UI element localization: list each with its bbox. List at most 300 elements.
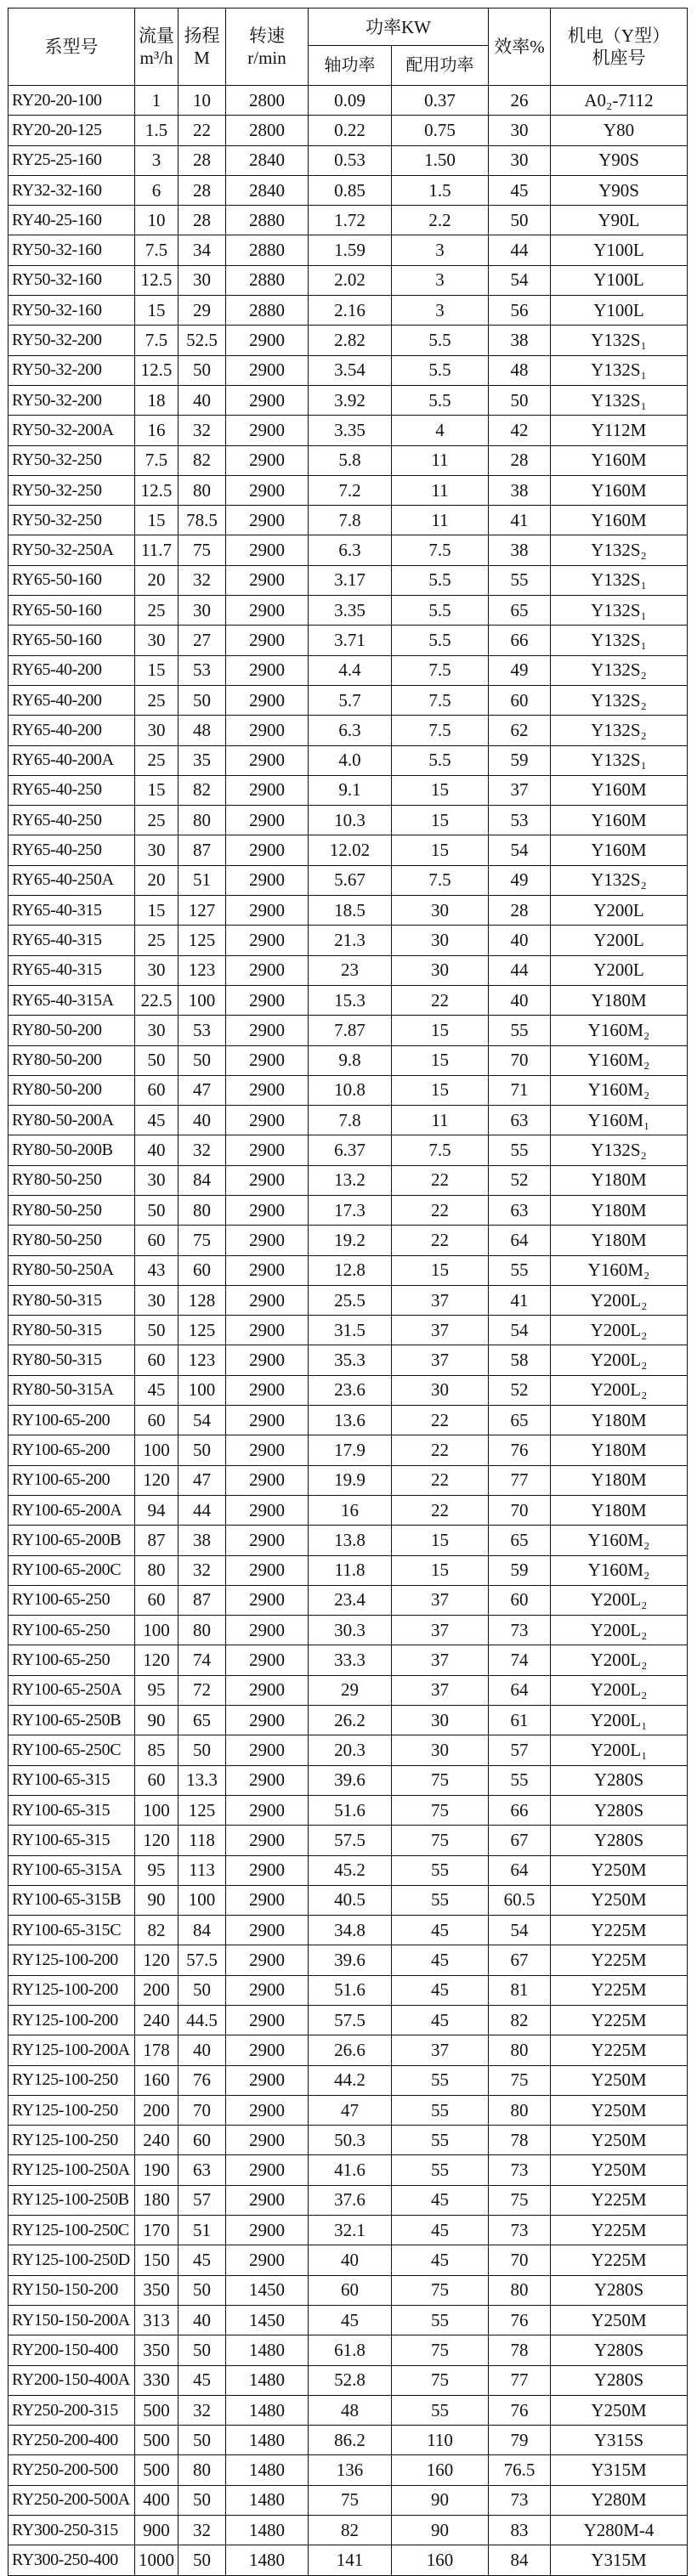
cell-flow: 25 <box>135 685 178 715</box>
cell-efficiency: 65 <box>489 1526 551 1555</box>
cell-head: 76 <box>178 2065 226 2095</box>
cell-model: RY65-40-250 <box>8 806 135 835</box>
cell-efficiency: 60.5 <box>489 1885 551 1915</box>
cell-efficiency: 28 <box>489 896 551 926</box>
cell-flow: 50 <box>135 1195 178 1225</box>
cell-head: 123 <box>178 1345 226 1375</box>
cell-model: RY80-50-250 <box>8 1165 135 1195</box>
cell-matched-power: 22 <box>392 1495 489 1525</box>
cell-speed: 2900 <box>226 1675 309 1705</box>
cell-head: 54 <box>178 1406 226 1435</box>
cell-efficiency: 73 <box>489 2155 551 2185</box>
cell-efficiency: 74 <box>489 1645 551 1675</box>
cell-matched-power: 45 <box>392 1916 489 1945</box>
cell-matched-power: 0.37 <box>392 86 489 116</box>
cell-flow: 25 <box>135 596 178 626</box>
cell-model: RY20-20-100 <box>8 86 135 116</box>
cell-speed: 2900 <box>226 506 309 535</box>
cell-speed: 2900 <box>226 1735 309 1765</box>
table-row <box>8 596 688 626</box>
cell-matched-power: 75 <box>392 1826 489 1855</box>
table-row <box>8 1855 688 1885</box>
cell-matched-power: 7.5 <box>392 685 489 715</box>
cell-motor: Y100L <box>551 265 688 295</box>
cell-flow: 3 <box>135 145 178 175</box>
cell-flow: 6 <box>135 175 178 205</box>
cell-model: RY80-50-250A <box>8 1255 135 1285</box>
cell-speed: 2900 <box>226 1285 309 1315</box>
cell-motor: Y200L₁ <box>551 1735 688 1765</box>
cell-shaft-power: 6.37 <box>309 1135 392 1165</box>
cell-motor: A0₂-7112 <box>551 86 688 116</box>
cell-model: RY65-50-160 <box>8 596 135 626</box>
cell-speed: 1480 <box>226 2335 309 2365</box>
cell-head: 100 <box>178 1375 226 1405</box>
cell-flow: 15 <box>135 655 178 685</box>
cell-speed: 2900 <box>226 326 309 355</box>
table-row <box>8 1195 688 1225</box>
cell-head: 13.3 <box>178 1765 226 1795</box>
cell-motor: Y200L <box>551 955 688 985</box>
cell-head: 47 <box>178 1075 226 1105</box>
cell-efficiency: 38 <box>489 475 551 505</box>
cell-model: RY80-50-200A <box>8 1106 135 1135</box>
cell-model: RY100-65-250 <box>8 1585 135 1615</box>
table-row <box>8 1016 688 1045</box>
cell-motor: Y250M <box>551 2395 688 2425</box>
cell-speed: 2900 <box>226 475 309 505</box>
cell-head: 47 <box>178 1465 226 1495</box>
cell-speed: 2880 <box>226 296 309 326</box>
cell-speed: 2900 <box>226 1045 309 1075</box>
cell-head: 80 <box>178 475 226 505</box>
cell-speed: 1480 <box>226 2545 309 2575</box>
table-row <box>8 1165 688 1195</box>
table-row <box>8 86 688 116</box>
cell-head: 51 <box>178 2216 226 2245</box>
cell-efficiency: 30 <box>489 116 551 145</box>
cell-shaft-power: 25.5 <box>309 1285 392 1315</box>
cell-motor: Y200L₂ <box>551 1585 688 1615</box>
cell-motor: Y200L₂ <box>551 1375 688 1405</box>
cell-matched-power: 22 <box>392 985 489 1015</box>
cell-speed: 2900 <box>226 806 309 835</box>
cell-model: RY100-65-200A <box>8 1495 135 1525</box>
cell-motor: Y250M <box>551 2095 688 2125</box>
cell-flow: 15 <box>135 296 178 326</box>
cell-model: RY50-32-200 <box>8 326 135 355</box>
table-row <box>8 506 688 535</box>
table-row <box>8 175 688 205</box>
cell-matched-power: 160 <box>392 2545 489 2575</box>
table-row <box>8 2126 688 2155</box>
cell-speed: 2800 <box>226 86 309 116</box>
cell-speed: 2900 <box>226 1975 309 2005</box>
cell-speed: 2900 <box>226 416 309 445</box>
cell-flow: 240 <box>135 2006 178 2035</box>
cell-head: 80 <box>178 1195 226 1225</box>
cell-efficiency: 76 <box>489 1435 551 1465</box>
table-row <box>8 1945 688 1975</box>
header-speed-label: 转速 <box>249 25 285 46</box>
cell-model: RY300-250-400 <box>8 2545 135 2575</box>
cell-motor: Y160M <box>551 806 688 835</box>
table-row <box>8 535 688 565</box>
table-row <box>8 2305 688 2335</box>
cell-matched-power: 22 <box>392 1165 489 1195</box>
header-model: 系型号 <box>8 8 135 86</box>
table-row <box>8 326 688 355</box>
cell-motor: Y225M <box>551 1975 688 2005</box>
cell-matched-power: 5.5 <box>392 326 489 355</box>
cell-model: RY100-65-200 <box>8 1435 135 1465</box>
cell-shaft-power: 60 <box>309 2275 392 2305</box>
cell-efficiency: 70 <box>489 2245 551 2275</box>
cell-head: 57.5 <box>178 1945 226 1975</box>
table-row <box>8 385 688 415</box>
cell-model: RY50-32-160 <box>8 235 135 265</box>
table-row <box>8 416 688 445</box>
cell-model: RY250-200-315 <box>8 2395 135 2425</box>
cell-speed: 2900 <box>226 655 309 685</box>
cell-model: RY50-32-200 <box>8 355 135 385</box>
cell-head: 100 <box>178 1885 226 1915</box>
cell-matched-power: 0.75 <box>392 116 489 145</box>
cell-flow: 12.5 <box>135 265 178 295</box>
cell-speed: 2900 <box>226 355 309 385</box>
cell-shaft-power: 23.6 <box>309 1375 392 1405</box>
cell-shaft-power: 29 <box>309 1675 392 1705</box>
table-row <box>8 926 688 955</box>
cell-shaft-power: 37.6 <box>309 2185 392 2215</box>
cell-motor: Y180M <box>551 1435 688 1465</box>
cell-model: RY100-65-315C <box>8 1916 135 1945</box>
cell-shaft-power: 32.1 <box>309 2216 392 2245</box>
cell-model: RY125-100-250C <box>8 2216 135 2245</box>
cell-motor: Y250M <box>551 1885 688 1915</box>
table-row <box>8 235 688 265</box>
cell-efficiency: 55 <box>489 1255 551 1285</box>
cell-model: RY100-65-200 <box>8 1465 135 1495</box>
cell-motor: Y160M <box>551 445 688 475</box>
table-row <box>8 1226 688 1255</box>
cell-efficiency: 80 <box>489 2275 551 2305</box>
cell-motor: Y225M <box>551 2035 688 2065</box>
cell-speed: 2900 <box>226 716 309 745</box>
cell-shaft-power: 12.8 <box>309 1255 392 1285</box>
cell-flow: 30 <box>135 1165 178 1195</box>
cell-head: 72 <box>178 1675 226 1705</box>
cell-efficiency: 76 <box>489 2305 551 2335</box>
table-row <box>8 2216 688 2245</box>
cell-flow: 60 <box>135 1406 178 1435</box>
cell-flow: 15 <box>135 775 178 805</box>
cell-model: RY100-65-200B <box>8 1526 135 1555</box>
table-row <box>8 896 688 926</box>
cell-shaft-power: 17.3 <box>309 1195 392 1225</box>
table-row <box>8 1075 688 1105</box>
cell-matched-power: 15 <box>392 1045 489 1075</box>
header-motor-label-2: 机座号 <box>592 48 646 68</box>
cell-motor: Y160M₁ <box>551 1106 688 1135</box>
cell-shaft-power: 7.2 <box>309 475 392 505</box>
cell-model: RY125-100-250A <box>8 2155 135 2185</box>
cell-motor: Y160M <box>551 775 688 805</box>
cell-efficiency: 65 <box>489 1406 551 1435</box>
table-row <box>8 2035 688 2065</box>
cell-efficiency: 84 <box>489 2545 551 2575</box>
cell-head: 100 <box>178 985 226 1015</box>
cell-flow: 150 <box>135 2245 178 2275</box>
header-speed <box>226 8 309 86</box>
cell-speed: 2900 <box>226 2216 309 2245</box>
cell-model: RY80-50-315A <box>8 1375 135 1405</box>
cell-matched-power: 55 <box>392 2395 489 2425</box>
cell-efficiency: 64 <box>489 1855 551 1885</box>
cell-flow: 90 <box>135 1885 178 1915</box>
cell-motor: Y160M <box>551 835 688 865</box>
cell-motor: Y225M <box>551 1945 688 1975</box>
cell-motor: Y90L <box>551 206 688 235</box>
cell-efficiency: 61 <box>489 1706 551 1735</box>
cell-flow: 15 <box>135 506 178 535</box>
cell-matched-power: 5.5 <box>392 626 489 655</box>
cell-matched-power: 37 <box>392 1316 489 1345</box>
cell-motor: Y280M <box>551 2485 688 2515</box>
cell-matched-power: 15 <box>392 1075 489 1105</box>
cell-head: 82 <box>178 445 226 475</box>
cell-efficiency: 65 <box>489 596 551 626</box>
table-row <box>8 296 688 326</box>
cell-matched-power: 1.50 <box>392 145 489 175</box>
cell-motor: Y160M₂ <box>551 1555 688 1585</box>
cell-motor: Y280S <box>551 1795 688 1825</box>
cell-efficiency: 78 <box>489 2126 551 2155</box>
cell-speed: 2900 <box>226 1495 309 1525</box>
cell-flow: 40 <box>135 1135 178 1165</box>
cell-model: RY125-100-250D <box>8 2245 135 2275</box>
cell-shaft-power: 11.8 <box>309 1555 392 1585</box>
cell-model: RY200-150-400A <box>8 2365 135 2395</box>
cell-head: 50 <box>178 2485 226 2515</box>
cell-matched-power: 30 <box>392 1706 489 1735</box>
cell-matched-power: 37 <box>392 1285 489 1315</box>
cell-motor: Y200L₁ <box>551 1706 688 1735</box>
cell-head: 52.5 <box>178 326 226 355</box>
cell-efficiency: 50 <box>489 206 551 235</box>
cell-efficiency: 30 <box>489 145 551 175</box>
cell-efficiency: 53 <box>489 806 551 835</box>
cell-motor: Y200L₂ <box>551 1645 688 1675</box>
cell-flow: 25 <box>135 926 178 955</box>
cell-matched-power: 11 <box>392 1106 489 1135</box>
table-row <box>8 1465 688 1495</box>
cell-matched-power: 22 <box>392 1435 489 1465</box>
cell-shaft-power: 136 <box>309 2455 392 2485</box>
cell-flow: 1 <box>135 86 178 116</box>
cell-speed: 2800 <box>226 116 309 145</box>
cell-shaft-power: 13.8 <box>309 1526 392 1555</box>
cell-matched-power: 30 <box>392 955 489 985</box>
cell-matched-power: 90 <box>392 2516 489 2545</box>
table-row <box>8 1526 688 1555</box>
cell-speed: 2900 <box>226 1226 309 1255</box>
cell-motor: Y132S₁ <box>551 596 688 626</box>
cell-speed: 2900 <box>226 1826 309 1855</box>
cell-speed: 1450 <box>226 2305 309 2335</box>
cell-shaft-power: 26.2 <box>309 1706 392 1735</box>
cell-matched-power: 5.5 <box>392 385 489 415</box>
cell-model: RY125-100-200 <box>8 1945 135 1975</box>
cell-flow: 87 <box>135 1526 178 1555</box>
cell-speed: 1480 <box>226 2485 309 2515</box>
cell-model: RY125-100-250B <box>8 2185 135 2215</box>
cell-model: RY65-50-160 <box>8 626 135 655</box>
cell-shaft-power: 40.5 <box>309 1885 392 1915</box>
cell-flow: 30 <box>135 626 178 655</box>
cell-model: RY100-65-250A <box>8 1675 135 1705</box>
table-row <box>8 2426 688 2455</box>
cell-efficiency: 48 <box>489 355 551 385</box>
cell-efficiency: 60 <box>489 685 551 715</box>
cell-matched-power: 37 <box>392 1616 489 1645</box>
cell-speed: 2840 <box>226 175 309 205</box>
table-row <box>8 206 688 235</box>
table-row <box>8 1555 688 1585</box>
cell-matched-power: 75 <box>392 2365 489 2395</box>
cell-model: RY125-100-200A <box>8 2035 135 2065</box>
cell-speed: 2900 <box>226 2095 309 2125</box>
cell-motor: Y280S <box>551 2275 688 2305</box>
cell-matched-power: 11 <box>392 506 489 535</box>
cell-head: 28 <box>178 175 226 205</box>
cell-efficiency: 64 <box>489 1675 551 1705</box>
cell-speed: 2900 <box>226 1945 309 1975</box>
cell-flow: 7.5 <box>135 326 178 355</box>
table-row <box>8 2485 688 2515</box>
table-row <box>8 685 688 715</box>
cell-flow: 80 <box>135 1555 178 1585</box>
table-row <box>8 745 688 775</box>
cell-motor: Y160M₂ <box>551 1255 688 1285</box>
cell-matched-power: 15 <box>392 835 489 865</box>
cell-efficiency: 66 <box>489 626 551 655</box>
cell-model: RY100-65-250B <box>8 1706 135 1735</box>
cell-efficiency: 50 <box>489 385 551 415</box>
cell-shaft-power: 26.6 <box>309 2035 392 2065</box>
cell-motor: Y132S₁ <box>551 626 688 655</box>
cell-efficiency: 73 <box>489 2485 551 2515</box>
table-row <box>8 2335 688 2365</box>
cell-speed: 2900 <box>226 955 309 985</box>
cell-motor: Y200L₂ <box>551 1316 688 1345</box>
cell-head: 30 <box>178 265 226 295</box>
cell-efficiency: 26 <box>489 86 551 116</box>
table-row <box>8 1316 688 1345</box>
cell-flow: 12.5 <box>135 475 178 505</box>
cell-model: RY65-40-315A <box>8 985 135 1015</box>
cell-head: 53 <box>178 655 226 685</box>
cell-matched-power: 45 <box>392 2006 489 2035</box>
cell-head: 75 <box>178 1226 226 1255</box>
cell-matched-power: 7.5 <box>392 865 489 895</box>
cell-matched-power: 5.5 <box>392 596 489 626</box>
cell-flow: 30 <box>135 716 178 745</box>
cell-efficiency: 79 <box>489 2426 551 2455</box>
cell-efficiency: 63 <box>489 1195 551 1225</box>
cell-shaft-power: 3.35 <box>309 596 392 626</box>
cell-efficiency: 54 <box>489 835 551 865</box>
cell-flow: 120 <box>135 1645 178 1675</box>
cell-speed: 2900 <box>226 1435 309 1465</box>
cell-efficiency: 40 <box>489 985 551 1015</box>
cell-speed: 2900 <box>226 685 309 715</box>
cell-matched-power: 30 <box>392 896 489 926</box>
cell-head: 53 <box>178 1016 226 1045</box>
cell-efficiency: 41 <box>489 506 551 535</box>
cell-shaft-power: 7.87 <box>309 1016 392 1045</box>
cell-efficiency: 62 <box>489 716 551 745</box>
cell-model: RY125-100-250 <box>8 2065 135 2095</box>
cell-speed: 1480 <box>226 2455 309 2485</box>
cell-head: 50 <box>178 2426 226 2455</box>
cell-shaft-power: 21.3 <box>309 926 392 955</box>
cell-matched-power: 75 <box>392 1765 489 1795</box>
cell-motor: Y180M <box>551 1165 688 1195</box>
cell-model: RY100-65-200 <box>8 1406 135 1435</box>
cell-model: RY125-100-250 <box>8 2095 135 2125</box>
cell-flow: 50 <box>135 1045 178 1075</box>
cell-shaft-power: 51.6 <box>309 1795 392 1825</box>
cell-efficiency: 71 <box>489 1075 551 1105</box>
cell-flow: 95 <box>135 1675 178 1705</box>
header-head <box>178 8 226 86</box>
cell-flow: 500 <box>135 2395 178 2425</box>
cell-speed: 2900 <box>226 1375 309 1405</box>
cell-motor: Y112M <box>551 416 688 445</box>
header-flow-unit: m³/h <box>139 48 173 68</box>
cell-motor: Y180M <box>551 1406 688 1435</box>
cell-efficiency: 55 <box>489 1135 551 1165</box>
cell-shaft-power: 48 <box>309 2395 392 2425</box>
cell-head: 125 <box>178 1795 226 1825</box>
cell-model: RY50-32-160 <box>8 296 135 326</box>
cell-model: RY150-150-200 <box>8 2275 135 2305</box>
cell-shaft-power: 23 <box>309 955 392 985</box>
table-row <box>8 1285 688 1315</box>
cell-matched-power: 5.5 <box>392 745 489 775</box>
cell-shaft-power: 1.72 <box>309 206 392 235</box>
cell-head: 10 <box>178 86 226 116</box>
cell-motor: Y180M <box>551 1195 688 1225</box>
table-row <box>8 655 688 685</box>
cell-model: RY32-32-160 <box>8 175 135 205</box>
cell-model: RY65-40-250 <box>8 835 135 865</box>
cell-efficiency: 54 <box>489 265 551 295</box>
cell-flow: 240 <box>135 2126 178 2155</box>
cell-flow: 43 <box>135 1255 178 1285</box>
cell-efficiency: 80 <box>489 2095 551 2125</box>
cell-speed: 2900 <box>226 2155 309 2185</box>
cell-model: RY250-200-500 <box>8 2455 135 2485</box>
cell-head: 50 <box>178 2545 226 2575</box>
cell-shaft-power: 19.2 <box>309 1226 392 1255</box>
cell-matched-power: 45 <box>392 1945 489 1975</box>
cell-efficiency: 52 <box>489 1165 551 1195</box>
cell-speed: 2900 <box>226 926 309 955</box>
cell-matched-power: 3 <box>392 235 489 265</box>
cell-flow: 1000 <box>135 2545 178 2575</box>
